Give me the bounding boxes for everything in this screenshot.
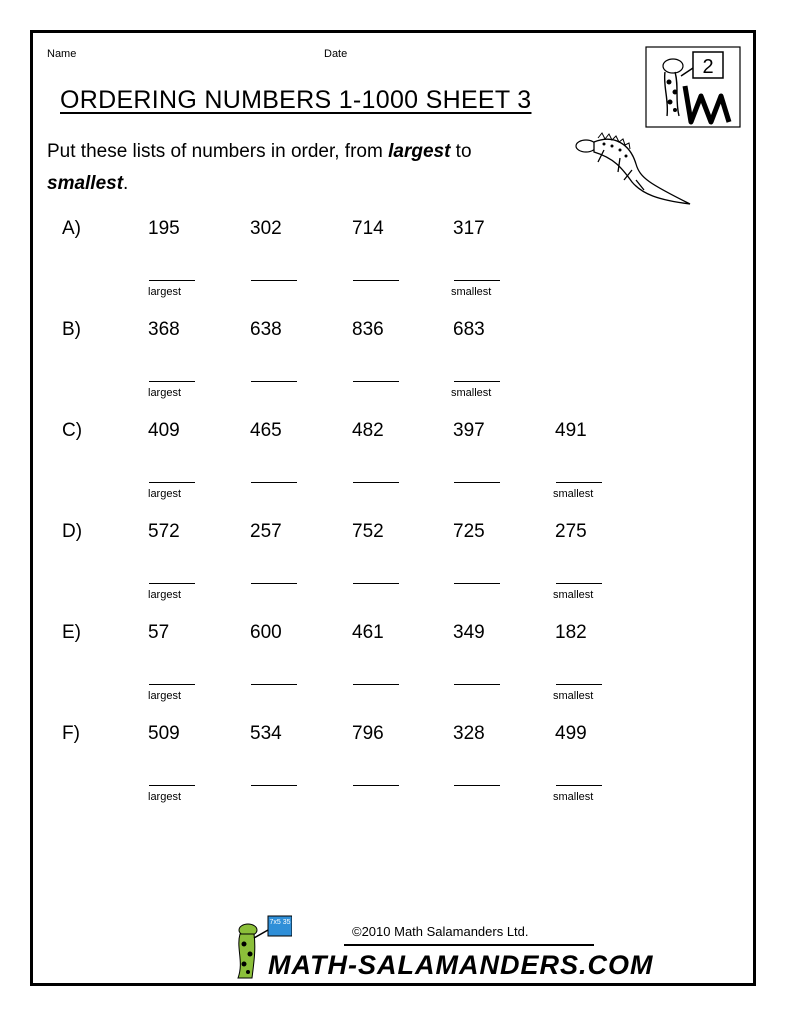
row-letter: C) [62, 420, 83, 441]
answer-blank[interactable] [251, 280, 297, 281]
answer-blank[interactable] [454, 381, 500, 382]
row-letter: A) [62, 218, 81, 239]
number-to-order: 572 [148, 521, 180, 542]
number-to-order: 534 [250, 723, 282, 744]
number-to-order: 714 [352, 218, 384, 239]
row-letter: B) [62, 319, 81, 340]
number-to-order: 600 [250, 622, 282, 643]
answer-blank[interactable] [353, 785, 399, 786]
row-letter: F) [62, 723, 80, 744]
number-to-order: 409 [148, 420, 180, 441]
number-to-order: 461 [352, 622, 384, 643]
answer-blank[interactable] [149, 583, 195, 584]
number-to-order: 302 [250, 218, 282, 239]
answer-blank[interactable] [251, 684, 297, 685]
number-to-order: 195 [148, 218, 180, 239]
answer-blank[interactable] [353, 280, 399, 281]
number-to-order: 509 [148, 723, 180, 744]
answer-blank[interactable] [149, 684, 195, 685]
brand-text: MATH-SALAMANDERS.COM [268, 950, 654, 980]
answer-blank[interactable] [251, 583, 297, 584]
largest-hint: largest [148, 791, 182, 803]
number-to-order: 349 [453, 622, 485, 643]
instructions-prefix: Put these lists of numbers in order, from [47, 141, 389, 162]
page-title: ORDERING NUMBERS 1-1000 SHEET 3 [60, 86, 532, 114]
instructions-smallest: smallest [47, 173, 124, 194]
answer-blank[interactable] [251, 381, 297, 382]
instructions-middle: to [450, 141, 472, 162]
largest-hint: largest [148, 690, 182, 702]
answer-blank[interactable] [149, 381, 195, 382]
date-label: Date [324, 48, 348, 60]
answer-blank[interactable] [353, 381, 399, 382]
largest-hint: largest [148, 488, 182, 500]
answer-blank[interactable] [556, 583, 602, 584]
answer-blank[interactable] [556, 785, 602, 786]
answer-blank[interactable] [353, 583, 399, 584]
largest-hint: largest [148, 387, 182, 399]
number-to-order: 836 [352, 319, 384, 340]
number-to-order: 275 [555, 521, 587, 542]
answer-blank[interactable] [454, 482, 500, 483]
smallest-hint: smallest [451, 387, 492, 399]
number-to-order: 752 [352, 521, 384, 542]
number-to-order: 725 [453, 521, 485, 542]
answer-blank[interactable] [251, 482, 297, 483]
answer-blank[interactable] [454, 583, 500, 584]
smallest-hint: smallest [553, 589, 594, 601]
number-to-order: 796 [352, 723, 384, 744]
answer-blank[interactable] [454, 785, 500, 786]
largest-hint: largest [148, 589, 182, 601]
number-to-order: 257 [250, 521, 282, 542]
instructions-largest: largest [388, 141, 451, 162]
grade-number: 2 [702, 56, 714, 78]
number-to-order: 397 [453, 420, 485, 441]
row-letter: E) [62, 622, 81, 643]
answer-blank[interactable] [149, 482, 195, 483]
number-to-order: 57 [148, 622, 170, 643]
smallest-hint: smallest [451, 286, 492, 298]
footer-rule [344, 944, 594, 946]
smallest-hint: smallest [553, 791, 594, 803]
name-label: Name [47, 48, 77, 60]
largest-hint: largest [148, 286, 182, 298]
smallest-hint: smallest [553, 690, 594, 702]
number-to-order: 465 [250, 420, 282, 441]
answer-blank[interactable] [251, 785, 297, 786]
instructions [47, 136, 567, 200]
number-to-order: 182 [555, 622, 587, 643]
answer-blank[interactable] [454, 280, 500, 281]
number-to-order: 491 [555, 420, 587, 441]
number-to-order: 499 [555, 723, 587, 744]
number-to-order: 328 [453, 723, 485, 744]
row-letter: D) [62, 521, 83, 542]
answer-blank[interactable] [556, 684, 602, 685]
number-to-order: 317 [453, 218, 485, 239]
answer-blank[interactable] [149, 280, 195, 281]
number-to-order: 368 [148, 319, 180, 340]
copyright-text: ©2010 Math Salamanders Ltd. [352, 924, 529, 939]
footer-sign-text: 7x5 35 [269, 919, 291, 926]
smallest-hint: smallest [553, 488, 594, 500]
answer-blank[interactable] [454, 684, 500, 685]
number-to-order: 638 [250, 319, 282, 340]
answer-blank[interactable] [556, 482, 602, 483]
number-to-order: 482 [352, 420, 384, 441]
math-salamanders-logo-icon [645, 46, 741, 128]
number-to-order: 683 [453, 319, 485, 340]
instructions-suffix: . [123, 173, 129, 194]
answer-blank[interactable] [353, 684, 399, 685]
answer-blank[interactable] [353, 482, 399, 483]
answer-blank[interactable] [149, 785, 195, 786]
salamander-illustration-icon [574, 128, 692, 208]
